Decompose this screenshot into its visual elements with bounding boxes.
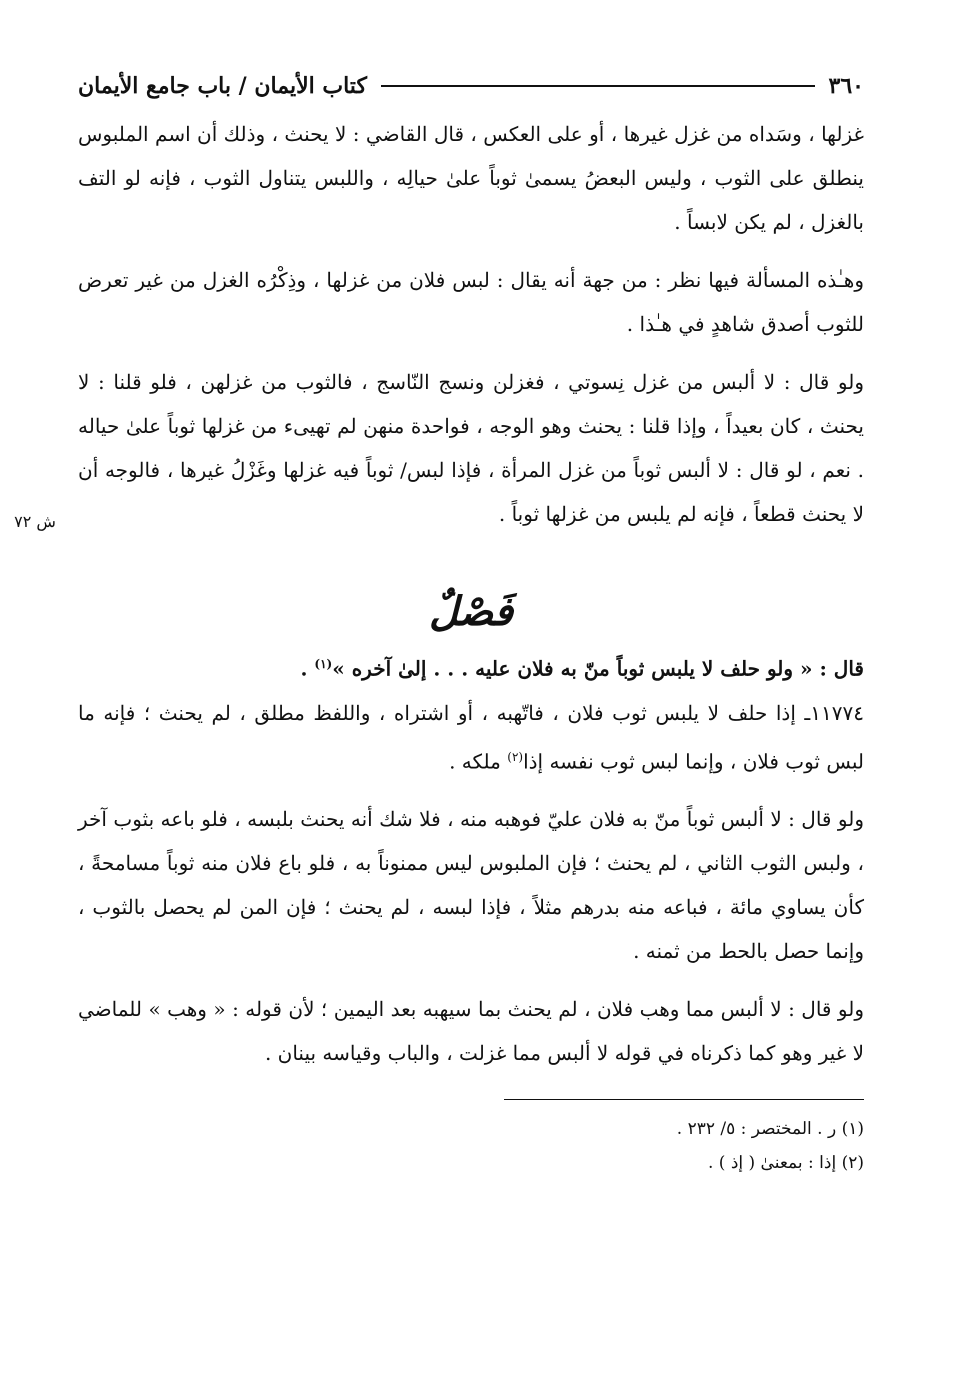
footnote-rule <box>504 1099 864 1100</box>
paragraph: ولو قال : لا ألبس مما وهب فلان ، لم يحنث بما سيهبه بعد اليمين ؛ لأن قوله : « وهب » للماضي لا غير وهو كما ذكرناه في قوله لا ألبس مما غزلت ، والباب وقياسه بينان . <box>78 997 864 1066</box>
document-page <box>14 60 865 1360</box>
header-title: كتاب الأيمان / باب جامع الأيمان <box>78 73 367 99</box>
footnote: (١) ر . المختصر : ٥/ ٢٣٢ . <box>676 1119 864 1140</box>
running-header <box>78 60 864 112</box>
header-rule <box>381 85 815 87</box>
section-title: فَصْلٌ <box>428 588 514 635</box>
paragraph-1774: ١١٧٧٤ـ إذا حلف لا يلبس ثوب فلان ، فاتّهبه ، أو اشتراه ، واللفظ مطلق ، لم يحنث ؛ فإنه ما لبس ثوب فلان ، وإنما لبس ثوب نفسه إذا$^{(٢)}$ ملكه . <box>78 700 865 774</box>
page-number: ٣٦٠ <box>828 73 864 99</box>
paragraph: ولو قال : لا ألبس ثوباً منّ به فلان عليّ فوهبه منه ، فلا شك أنه يحنث بلبسه ، فلو باعه بثوب آخر ، ولبس الثوب الثاني ، لم يحنث ؛ فإن الملبوس ليس ممنوناً به ، فلو باع فلان منه ثوباً مسامحةً ، كأن يساوي مائة ، فباعه منه بدرهم مثلاً ، فإذا لبسه ، لم يحنث ؛ فإن المن لم يحصل بالثوب ، وإنما حصل بالحط من ثمنه . <box>78 807 864 964</box>
section-ornament <box>78 582 864 642</box>
footnote-ref: (١) <box>314 657 333 671</box>
paragraph: وهـٰذه المسألة فيها نظر : من جهة أنه يقال : لبس فلان من غزلها ، وذِكْرُه الغزل من غير تعرض للثوب أصدق شاهدٍ في هـٰذا . <box>78 268 864 336</box>
footnote: (٢) إذا : بمعنىٰ ( إذ ) . <box>707 1153 864 1174</box>
section-heading: قال : « ولو حلف لا يلبس ثوباً منّ به فلان عليه . . . إلىٰ آخره »$^{(١)}$ . <box>300 656 864 681</box>
margin-note: ش ٧٢ <box>14 512 56 531</box>
paragraph: ولو قال : لا ألبس من غزل نِسوتي ، فغزلن ونسج النّاسج ، فالثوب من غزلهن ، فلو قلنا : لا يحنث ، كان بعيداً ، وإذا قلنا : يحنث وهو الوجه ، فواحدة منهن لم تهيىء من غزلها ثوباً علىٰ حياله . نعم ، لو قال : لا ألبس ثوباً من غزل المرأة ، فإذا لبس/ ثوباً فيه غزلها وغَزْلُ غيرها ، فالوجه أن لا يحنث قطعاً ، فإنه لم يلبس من غزلها ثوباً . <box>78 370 864 526</box>
footnote-ref: (٢) <box>507 749 524 764</box>
paragraph: غزلها ، وسَداه من غزل غيرها ، أو على العكس ، قال القاضي : لا يحنث ، وذلك أن اسم الملبوس ينطلق على الثوب ، وليس البعضُ يسمىٰ ثوباً علىٰ حيالِه ، واللبس يتناول الثوب ، فإنه لو التف بالغزل ، لم يكن لابساً . <box>78 122 864 234</box>
